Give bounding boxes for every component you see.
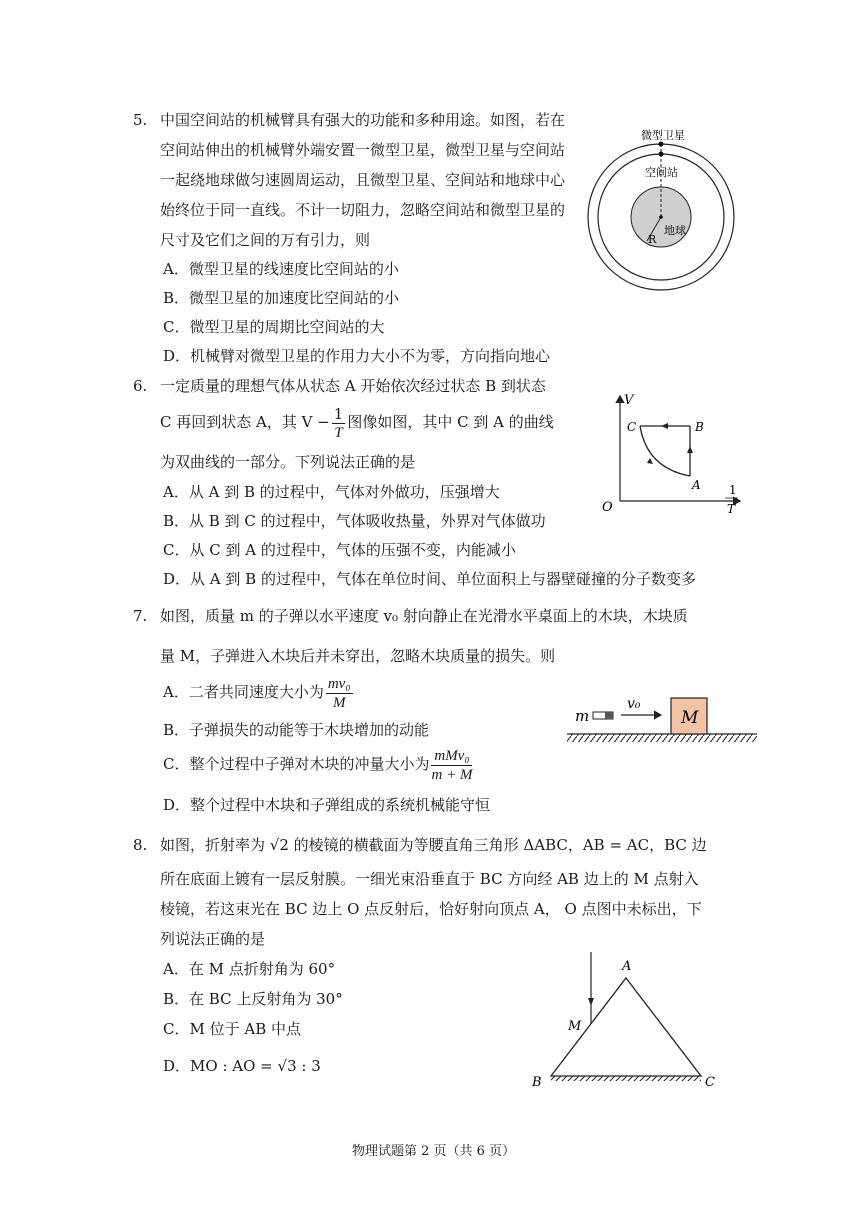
- process-c-a-arrow: [647, 458, 653, 464]
- q5-option-b: B．微型卫星的加速度比空间站的小: [163, 289, 400, 307]
- point-b-label: B: [695, 420, 704, 434]
- satellite-dot: [659, 142, 664, 147]
- satellite-label: 微型卫星: [641, 129, 685, 142]
- q7-option-c-num: mMv₀: [431, 747, 472, 766]
- q7-option-c: [163, 744, 474, 784]
- q8-stem-line-3: 棱镜，若这束光在 BC 边上 O 点反射后，恰好射向顶点 A， O 点图中未标出，下: [160, 900, 702, 918]
- process-c-a-curve: [640, 426, 690, 476]
- x-axis-label-den: T: [727, 502, 736, 516]
- earth-center-dot: [659, 215, 663, 219]
- earth-label: 地球: [664, 224, 686, 237]
- q7-number: 7.: [133, 607, 148, 625]
- q6-inverse-t-fraction: [332, 405, 346, 442]
- q5-stem-line-2: 空间站伸出的机械臂外端安置一微型卫星，微型卫星与空间站: [160, 141, 566, 159]
- incident-ray-arrow: [588, 998, 594, 1006]
- vertex-b-label: B: [532, 1075, 542, 1090]
- bullet-tip: [605, 712, 613, 719]
- station-dot: [659, 152, 664, 157]
- q5-stem-line-1: 中国空间站的机械臂具有强大的功能和多种用途。如图，若在: [160, 111, 566, 129]
- q6-option-b: B．从 B 到 C 的过程中，气体吸收热量，外界对气体做功: [163, 512, 546, 530]
- x-axis-label-num: 1: [729, 483, 737, 497]
- q6-v-inverse-t-graph: [595, 388, 755, 523]
- q8-option-c: C．M 位于 AB 中点: [163, 1020, 301, 1038]
- q8-prism-figure: [525, 950, 725, 1090]
- reflective-film-hatch: [551, 1076, 701, 1081]
- q7-option-c-text: C．整个过程中子弹对木块的冲量大小为: [163, 755, 430, 773]
- q7-option-a: [163, 672, 355, 712]
- q7-option-c-fraction: [431, 747, 472, 784]
- page-footer: 物理试题第 2 页（共 6 页）: [352, 1144, 516, 1159]
- origin-label: O: [602, 500, 613, 515]
- point-m-label: M: [568, 1019, 582, 1034]
- point-c-label: C: [627, 420, 637, 434]
- q5-option-d: D．机械臂对微型卫星的作用力大小不为零，方向指向地心: [163, 347, 551, 365]
- q6-stem-line-1: 一定质量的理想气体从状态 A 开始依次经过状态 B 到状态: [160, 377, 546, 395]
- q8-number: 8.: [133, 836, 148, 854]
- q5-option-c: C．微型卫星的周期比空间站的大: [163, 318, 385, 336]
- radius-label: R: [648, 233, 657, 246]
- q5-stem-line-5: 尺寸及它们之间的万有引力，则: [160, 231, 371, 249]
- vertex-a-label: A: [622, 959, 632, 974]
- block-mass-label: M: [681, 708, 699, 728]
- q8-option-d: D．MO : AO = √3 : 3: [163, 1057, 321, 1075]
- station-label: 空间站: [645, 166, 678, 179]
- q7-option-c-den: m + M: [431, 766, 473, 783]
- q5-option-a: A．微型卫星的线速度比空间站的小: [163, 260, 399, 278]
- bullet-mass-label: m: [575, 707, 590, 725]
- q5-number: 5.: [133, 111, 148, 129]
- velocity-label: v₀: [627, 696, 641, 712]
- q6-line2-end: 图像如图，其中 C 到 A 的曲线: [347, 413, 554, 431]
- q7-bullet-block-figure: [565, 688, 760, 748]
- q7-option-b: B．子弹损失的动能等于木块增加的动能: [163, 721, 430, 739]
- q6-stem-line-2: [160, 402, 554, 442]
- q7-option-a-fraction: [326, 675, 353, 712]
- q7-option-a-den: M: [332, 694, 346, 711]
- q7-option-d: D．整个过程中木块和子弹组成的系统机械能守恒: [163, 796, 491, 814]
- process-b-c-arrow: [661, 423, 668, 429]
- q5-stem-line-3: 一起绕地球做匀速圆周运动，且微型卫星、空间站和地球中心: [160, 171, 566, 189]
- process-a-b-arrow: [687, 446, 693, 453]
- q7-option-a-text: A．二者共同速度大小为: [163, 683, 324, 701]
- vertex-c-label: C: [705, 1075, 715, 1090]
- q6-frac-num: 1: [333, 404, 344, 423]
- q5-stem-line-4: 始终位于同一直线。不计一切阻力，忽略空间站和微型卫星的: [160, 201, 566, 219]
- q8-stem-line-4: 列说法正确的是: [160, 930, 266, 948]
- q6-option-c: C．从 C 到 A 的过程中，气体的压强不变，内能减小: [163, 541, 516, 559]
- q6-option-d: D．从 A 到 B 的过程中，气体在单位时间、单位面积上与器壁碰撞的分子数变多: [163, 570, 696, 588]
- table-hatch: [567, 734, 757, 742]
- q8-option-a: A．在 M 点折射角为 60°: [163, 960, 336, 978]
- q8-stem-line-2: 所在底面上镀有一层反射膜。一细光束沿垂直于 BC 方向经 AB 边上的 M 点射入: [160, 870, 699, 888]
- q6-number: 6.: [133, 377, 148, 395]
- q5-orbit-figure: [585, 125, 740, 295]
- q7-stem-line-1: 如图，质量 m 的子弹以水平速度 v₀ 射向静止在光滑水平桌面上的木块，木块质: [160, 607, 688, 625]
- q7-stem-line-2: 量 M，子弹进入木块后并未穿出，忽略木块质量的损失。则: [160, 647, 556, 665]
- q6-frac-den: T: [334, 424, 343, 441]
- q7-option-a-num: mv₀: [327, 675, 351, 692]
- v-axis-label: V: [624, 393, 634, 408]
- q6-stem-line-3: 为双曲线的一部分。下列说法正确的是: [160, 453, 416, 471]
- q8-stem-line-1: 如图，折射率为 √2 的棱镜的横截面为等腰直角三角形 ΔABC，AB = AC，BC 边: [160, 836, 707, 854]
- point-a-label: A: [692, 478, 701, 492]
- q8-option-b: B．在 BC 上反射角为 30°: [163, 990, 343, 1008]
- q6-option-a: A．从 A 到 B 的过程中，气体对外做功，压强增大: [163, 483, 500, 501]
- q6-line2-start: C 再回到状态 A，其 V −: [160, 413, 330, 431]
